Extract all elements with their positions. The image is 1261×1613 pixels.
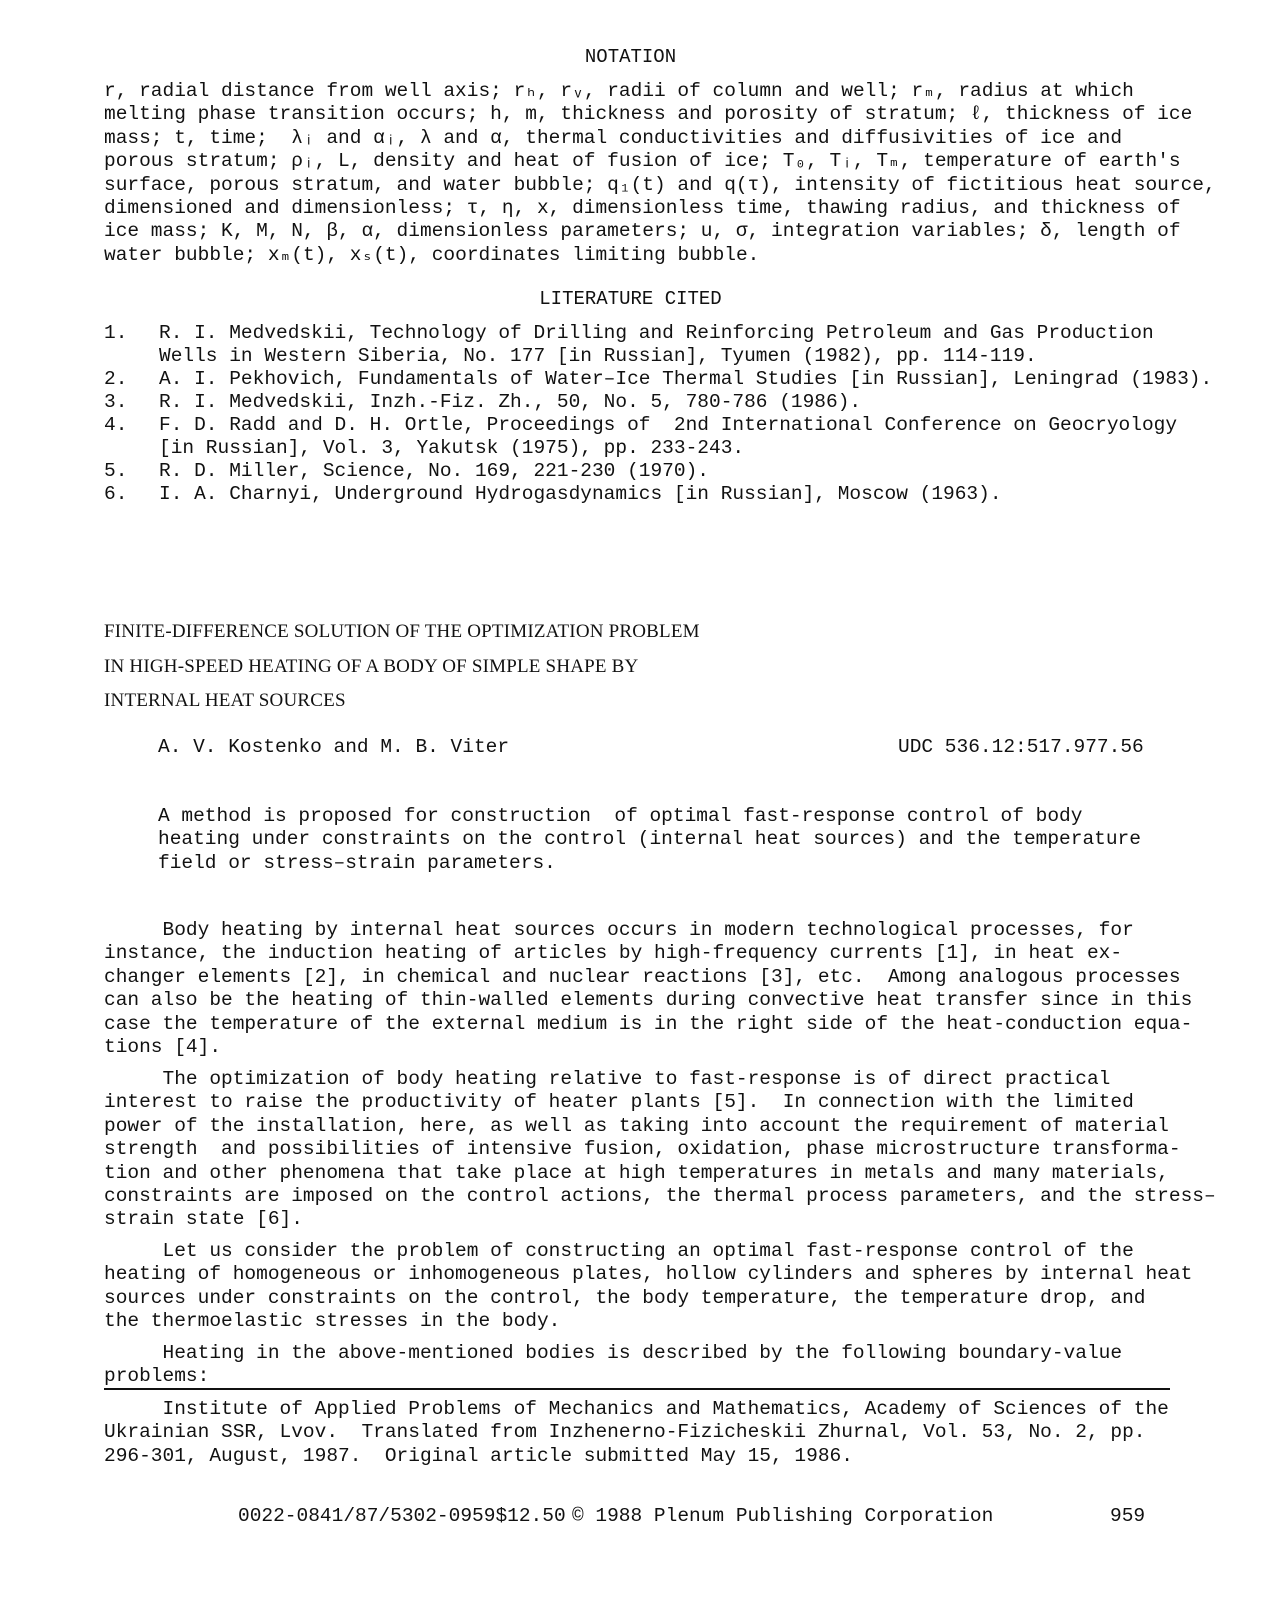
- notation-line: surface, porous stratum, and water bubble; q₁(t) and q(τ), intensity of fictitious heat source,: [104, 173, 1216, 196]
- footer-copyright: © 1988 Plenum Publishing Corporation: [572, 1505, 994, 1527]
- body-line: heating of homogeneous or inhomogeneous plates, hollow cylinders and spheres by internal heat: [104, 1263, 1193, 1286]
- body-line: interest to raise the productivity of heater plants [5]. In connection with the limited: [104, 1091, 1134, 1114]
- footnote-divider: [104, 1388, 1170, 1390]
- abstract-line: heating under constraints on the control (internal heat sources) and the temperature: [158, 828, 1141, 851]
- body-paragraph: [104, 1068, 1216, 1232]
- reference-item: [104, 322, 1170, 370]
- reference-line: R. D. Miller, Science, No. 169, 221-230 (1970).: [159, 460, 709, 482]
- reference-number: 2.: [104, 368, 128, 390]
- abstract: [158, 805, 1141, 875]
- article-title-line: FINITE-DIFFERENCE SOLUTION OF THE OPTIMIZATION PROBLEM: [104, 621, 700, 642]
- reference-number: 3.: [104, 391, 128, 413]
- reference-line: [in Russian], Vol. 3, Yakutsk (1975), pp. 233-243.: [159, 437, 745, 459]
- body-line: instance, the induction heating of articles by high-frequency currents [1], in heat ex-: [104, 942, 1123, 965]
- footnote-line: 296-301, August, 1987. Original article submitted May 15, 1986.: [104, 1444, 853, 1467]
- notation-line: mass; t, time; λᵢ and αᵢ, λ and α, thermal conductivities and diffusivities of ice and: [104, 126, 1123, 149]
- notation-line: water bubble; xₘ(t), xₛ(t), coordinates limiting bubble.: [104, 243, 760, 266]
- body-line: problems:: [104, 1365, 210, 1388]
- article-title-line: INTERNAL HEAT SOURCES: [104, 690, 346, 711]
- body-line: strain state [6].: [104, 1208, 303, 1231]
- body-line: case the temperature of the external medium is in the right side of the heat-conduction equa-: [104, 1012, 1193, 1035]
- body-line: Let us consider the problem of constructing an optimal fast-response control of the: [104, 1240, 1134, 1262]
- reference-number: 4.: [104, 414, 128, 436]
- notation-line: porous stratum; ρᵢ, L, density and heat of fusion of ice; T₀, Tᵢ, Tₘ, temperature of earth's: [104, 150, 1181, 173]
- body-line: strength and possibilities of intensive fusion, oxidation, phase microstructure transforma-: [104, 1138, 1181, 1161]
- body-paragraph: [104, 1342, 1184, 1389]
- body-line: power of the installation, here, as well as taking into account the requirement of material: [104, 1114, 1169, 1137]
- body-line: The optimization of body heating relative to fast-response is of direct practical: [104, 1068, 1111, 1090]
- body-paragraph: [104, 919, 1193, 1059]
- body-line: tion and other phenomena that take place at high temperatures in metals and many materials,: [104, 1161, 1169, 1184]
- body-line: tions [4].: [104, 1036, 222, 1059]
- article-title-line: IN HIGH-SPEED HEATING OF A BODY OF SIMPLE SHAPE BY: [104, 656, 639, 677]
- abstract-line: A method is proposed for construction of optimal fast-response control of body: [158, 805, 1083, 827]
- literature-heading: LITERATURE CITED: [539, 288, 722, 310]
- body-line: constraints are imposed on the control actions, the thermal process parameters, and the stress–: [104, 1185, 1216, 1208]
- article-authors: A. V. Kostenko and M. B. Viter: [158, 736, 510, 758]
- notation-block: [104, 80, 1216, 267]
- reference-item: [104, 368, 1213, 392]
- reference-line: I. A. Charnyi, Underground Hydrogasdynamics [in Russian], Moscow (1963).: [159, 483, 1002, 505]
- body-paragraph: [104, 1240, 1193, 1334]
- body-line: can also be the heating of thin-walled elements during convective heat transfer since in this: [104, 989, 1193, 1012]
- body-line: sources under constraints on the control, the body temperature, the temperature drop, and: [104, 1286, 1146, 1309]
- body-line: the thermoelastic stresses in the body.: [104, 1310, 561, 1333]
- reference-line: A. I. Pekhovich, Fundamentals of Water–Ice Thermal Studies [in Russian], Leningrad (1983).: [159, 368, 1213, 390]
- notation-line: melting phase transition occurs; h, m, thickness and porosity of stratum; ℓ, thickness of ice: [104, 103, 1193, 126]
- body-line: changer elements [2], in chemical and nuclear reactions [3], etc. Among analogous processes: [104, 965, 1181, 988]
- body-line: Heating in the above-mentioned bodies is described by the following boundary-value: [104, 1342, 1123, 1364]
- reference-line: R. I. Medvedskii, Technology of Drilling and Reinforcing Petroleum and Gas Production: [159, 322, 1154, 344]
- notation-line: ice mass; K, M, N, β, α, dimensionless parameters; u, σ, integration variables; δ, length of: [104, 220, 1181, 243]
- footnote-line: Ukrainian SSR, Lvov. Translated from Inzhenerno-Fizicheskii Zhurnal, Vol. 53, No. 2, pp.: [104, 1421, 1146, 1444]
- reference-line: Wells in Western Siberia, No. 177 [in Russian], Tyumen (1982), pp. 114-119.: [159, 345, 1037, 367]
- notation-heading: NOTATION: [584, 46, 677, 68]
- reference-line: R. I. Medvedskii, Inzh.-Fiz. Zh., 50, No. 5, 780-786 (1986).: [159, 391, 862, 413]
- notation-line: dimensioned and dimensionless; τ, η, x, dimensionless time, thawing radius, and thickness of: [104, 197, 1181, 220]
- footer-issn: 0022-0841/87/5302-0959$12.50: [238, 1505, 566, 1527]
- page-number: 959: [1110, 1505, 1146, 1527]
- footnote: [104, 1398, 1184, 1468]
- reference-line: F. D. Radd and D. H. Ortle, Proceedings of 2nd International Conference on Geocryology: [159, 414, 1178, 436]
- reference-item: [104, 483, 1170, 507]
- footnote-line: Institute of Applied Problems of Mechanics and Mathematics, Academy of Sciences of the: [104, 1398, 1169, 1420]
- reference-item: [104, 391, 1170, 415]
- reference-number: 1.: [104, 322, 128, 344]
- notation-line: r, radial distance from well axis; rₕ, rᵥ, radii of column and well; rₘ, radius at which: [104, 80, 1134, 102]
- abstract-line: field or stress–strain parameters.: [158, 851, 556, 874]
- reference-number: 5.: [104, 460, 128, 482]
- reference-item: [104, 460, 1170, 484]
- reference-number: 6.: [104, 483, 128, 505]
- reference-item: [104, 414, 1178, 462]
- body-line: Body heating by internal heat sources occurs in modern technological processes, for: [104, 919, 1134, 941]
- article-udc: UDC 536.12:517.977.56: [898, 736, 1144, 758]
